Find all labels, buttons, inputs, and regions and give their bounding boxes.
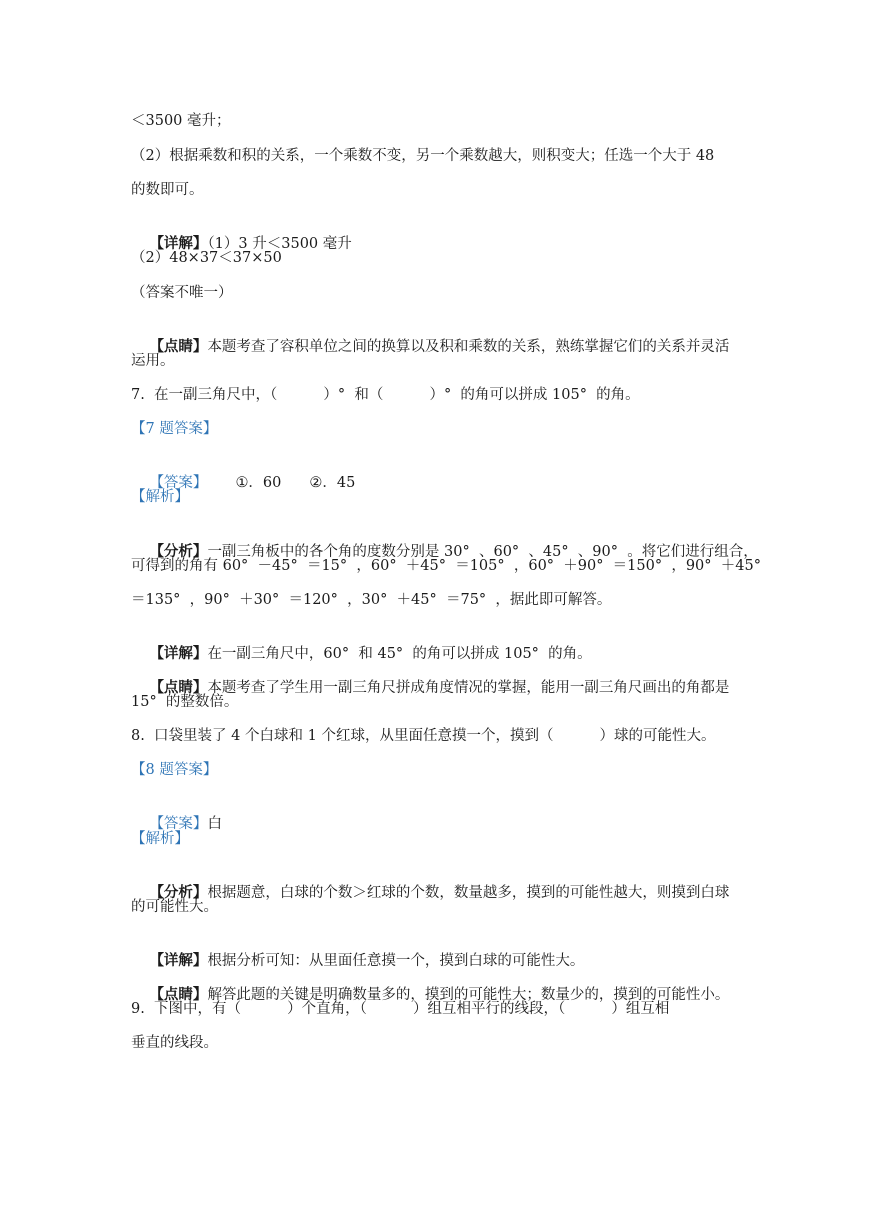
answer-value-1: ①．60: [235, 475, 282, 491]
comment-text: 本题考查了容积单位之间的换算以及积和乘数的关系，熟练掌握它们的关系并灵活: [207, 339, 730, 355]
text-line: ＝135° ，90° ＋30° ＝120° ，30° ＋45° ＝75° ，据此即可解答。: [131, 592, 612, 608]
answer-heading-7: 【7 题答案】: [131, 421, 218, 437]
text-line: 的可能性大。: [131, 899, 218, 915]
comment-tag: 【点睛】: [149, 338, 208, 355]
text-line: 15° 的整数倍。: [131, 694, 239, 710]
comment-text: 本题考查了学生用一副三角尺拼成角度情况的掌握，能用一副三角尺画出的角都是: [207, 680, 730, 696]
analysis-text: 一副三角板中的各个角的度数分别是 30° 、60° 、45° 、90° 。将它们进行组合，: [207, 544, 758, 560]
detail-text: 根据分析可知：从里面任意摸一个，摸到白球的可能性大。: [207, 953, 585, 969]
text-line: 的数即可。: [131, 182, 204, 198]
answer-value: 白: [207, 816, 222, 832]
question-9: 9. 下图中，有（ ）个直角，（ ）组互相平行的线段，（ ）组互相: [131, 1001, 670, 1017]
answer-heading-8: 【8 题答案】: [131, 762, 218, 778]
comment-line: [131, 317, 729, 377]
text-line: 可得到的角有 60° －45° ＝15° ，60° ＋45° ＝105° ，60° ＋90° ＝150° ，90° ＋45°: [131, 558, 761, 574]
question-8: 8. 口袋里装了 4 个白球和 1 个红球，从里面任意摸一个，摸到（ ）球的可能性大。: [131, 728, 716, 744]
question-7: 7. 在一副三角尺中，（ ）° 和（ ）° 的角可以拼成 105° 的角。: [131, 387, 640, 403]
text-line: 垂直的线段。: [131, 1035, 218, 1051]
detail-text: （1）3 升＜3500 毫升: [207, 236, 352, 252]
detail-text: 在一副三角尺中，60° 和 45° 的角可以拼成 105° 的角。: [207, 646, 592, 662]
detail-tag: 【详解】: [149, 952, 208, 969]
text-line: 运用。: [131, 353, 175, 369]
answer-tag: 【答案】: [149, 475, 208, 491]
text-line: （2）48×37＜37×50: [131, 250, 282, 266]
comment-tag: 【点睛】: [149, 679, 208, 696]
text-line: （2）根据乘数和积的关系，一个乘数不变，另一个乘数越大，则积变大；任选一个大于 48: [131, 148, 715, 164]
comment-text: 解答此题的关键是明确数量多的，摸到的可能性大；数量少的，摸到的可能性小。: [207, 987, 730, 1003]
text-line: ＜3500 毫升；: [131, 113, 231, 129]
text-line: （答案不唯一）: [131, 285, 233, 301]
comment-tag: 【点睛】: [149, 986, 208, 1003]
analysis-tag: 【分析】: [149, 884, 208, 901]
analysis-text: 根据题意，白球的个数＞红球的个数，数量越多，摸到的可能性越大，则摸到白球: [207, 885, 730, 901]
answer-tag: 【答案】: [149, 816, 208, 832]
analysis-heading-8: 【解析】: [131, 831, 189, 847]
analysis-line: [131, 863, 729, 923]
detail-tag: 【详解】: [149, 235, 208, 252]
analysis-tag: 【分析】: [149, 543, 208, 560]
analysis-heading-7: 【解析】: [131, 489, 189, 505]
detail-tag: 【详解】: [149, 645, 208, 662]
answer-value-2: ②．45: [309, 475, 356, 491]
